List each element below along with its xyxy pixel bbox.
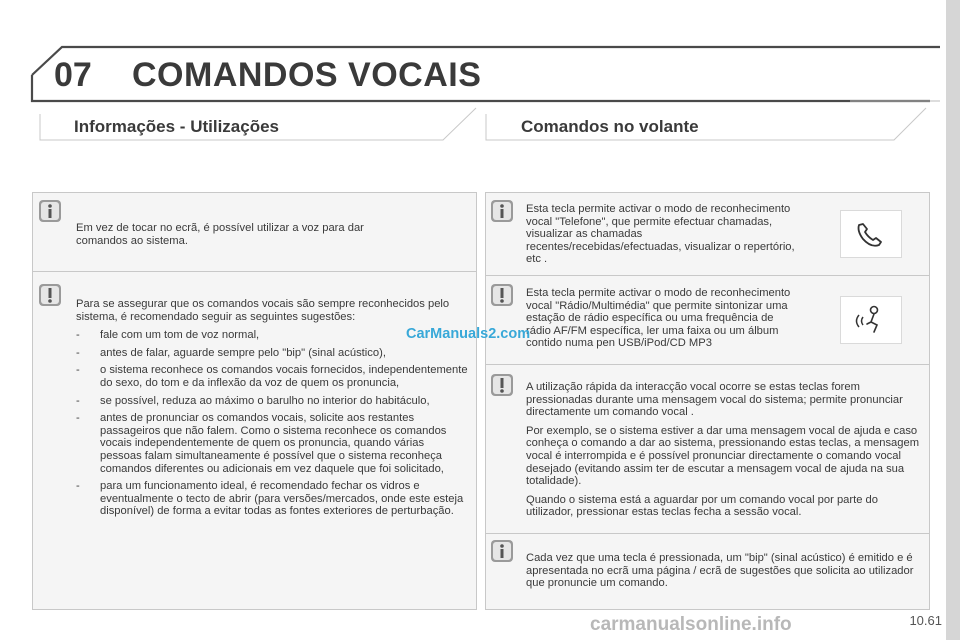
quick-use-paragraph: A utilização rápida da interacção vocal ocorre se estas teclas forem pressionadas durante uma mensagem vocal do sistema; permite pronunciar directamente um comando vocal . [526,381,903,419]
page-title: COMANDOS VOCAIS [132,56,482,94]
right-section-title: Comandos no volante [521,117,699,136]
list-item: - antes de falar, aguarde sempre pelo "bip" (sinal acústico), [76,347,468,360]
list-item: - o sistema reconhece os comandos vocais fornecidos, independentemente do sexo, do tom e da inflexão da voz de quem os pronuncia, [76,364,468,389]
watermark: CarManuals2.com [406,326,531,342]
list-item: - fale com um tom de voz normal, [76,329,468,342]
info-icon [490,199,514,223]
footer-site: carmanualsonline.info [590,614,792,635]
quick-use-paragraph: Por exemplo, se o sistema estiver a dar uma mensagem vocal de ajuda e caso conheça o comando a dar ao sistema, pressionando estas teclas, a mensagem vocal é interrompida e é possível pronunciar directamente o comando vocal desejado (evitando assim ter de escutar a mensagem vocal de ajuda na sua totalidade). [526,424,920,488]
info-icon [490,539,514,563]
quick-use-block [526,381,921,525]
warning-icon [490,283,514,307]
list-item: - para um funcionamento ideal, é recomendado fechar os vidros e eventualmente o tecto de abrir (para versões/mercados, onde este esteja disponível) de forma a evitar todas as fontes exteriores de perturbação. [76,480,468,518]
radio-key-text: Esta tecla permite activar o modo de reconhecimento vocal "Rádio/Multimédia" que permite sintonizar uma estação de rádio específica ou uma frequência de rádio AF/FM específica, ler uma faixa ou um álbum contido numa pen USB/iPod/CD MP3 [526,287,791,350]
beep-text: Cada vez que uma tecla é pressionada, um "bip" (sinal acústico) é emitido e é apresentada no ecrã uma página / ecrã de sugestões que solicita ao utilizador que pronuncie um comando. [526,552,914,590]
info-text: Em vez de tocar no ecrã, é possível utilizar a voz para dar comandos ao sistema. [76,222,364,247]
quick-use-paragraph: Quando o sistema está a aguardar por um comando vocal por parte do utilizador, pressionar estas teclas fecha a sessão vocal. [526,493,878,519]
left-panel-divider [32,271,477,272]
info-icon [38,199,62,223]
right-panel-divider-2 [485,364,930,365]
warning-icon [38,283,62,307]
voice-icon [841,297,901,343]
list-item: - antes de pronunciar os comandos vocais, solicite aos restantes passageiros que não falem. Como o sistema reconhece os comandos vocais independentemente de quem os pronuncia, quando várias pessoas falam simultaneamente é possível que o sistema reconheça comandos diferentes ou adicionais em vez daquele que foi solicitado, [76,412,468,475]
warning-list [76,329,468,518]
phone-icon [841,211,901,257]
left-section-title: Informações - Utilizações [74,117,280,136]
chapter-number: 07 [54,56,92,94]
warning-intro: Para se assegurar que os comandos vocais são sempre reconhecidos pelo sistema, é recomendado seguir as seguintes sugestões: [76,298,450,323]
right-panel-divider-3 [485,533,930,534]
right-panel-divider-1 [485,275,930,276]
phone-key-text: Esta tecla permite activar o modo de reconhecimento vocal "Telefone", que permite efectuar chamadas, visualizar as chamadas recentes/recebidas/efectuadas, visualizar o repertório, etc . [526,203,795,266]
phone-key-image [840,210,902,258]
page-edge-bar [946,0,960,640]
page-number: 10.61 [909,613,942,628]
voice-key-image [840,296,902,344]
list-item: - se possível, reduza ao máximo o barulho no interior do habitáculo, [76,395,468,408]
warning-icon [490,373,514,397]
